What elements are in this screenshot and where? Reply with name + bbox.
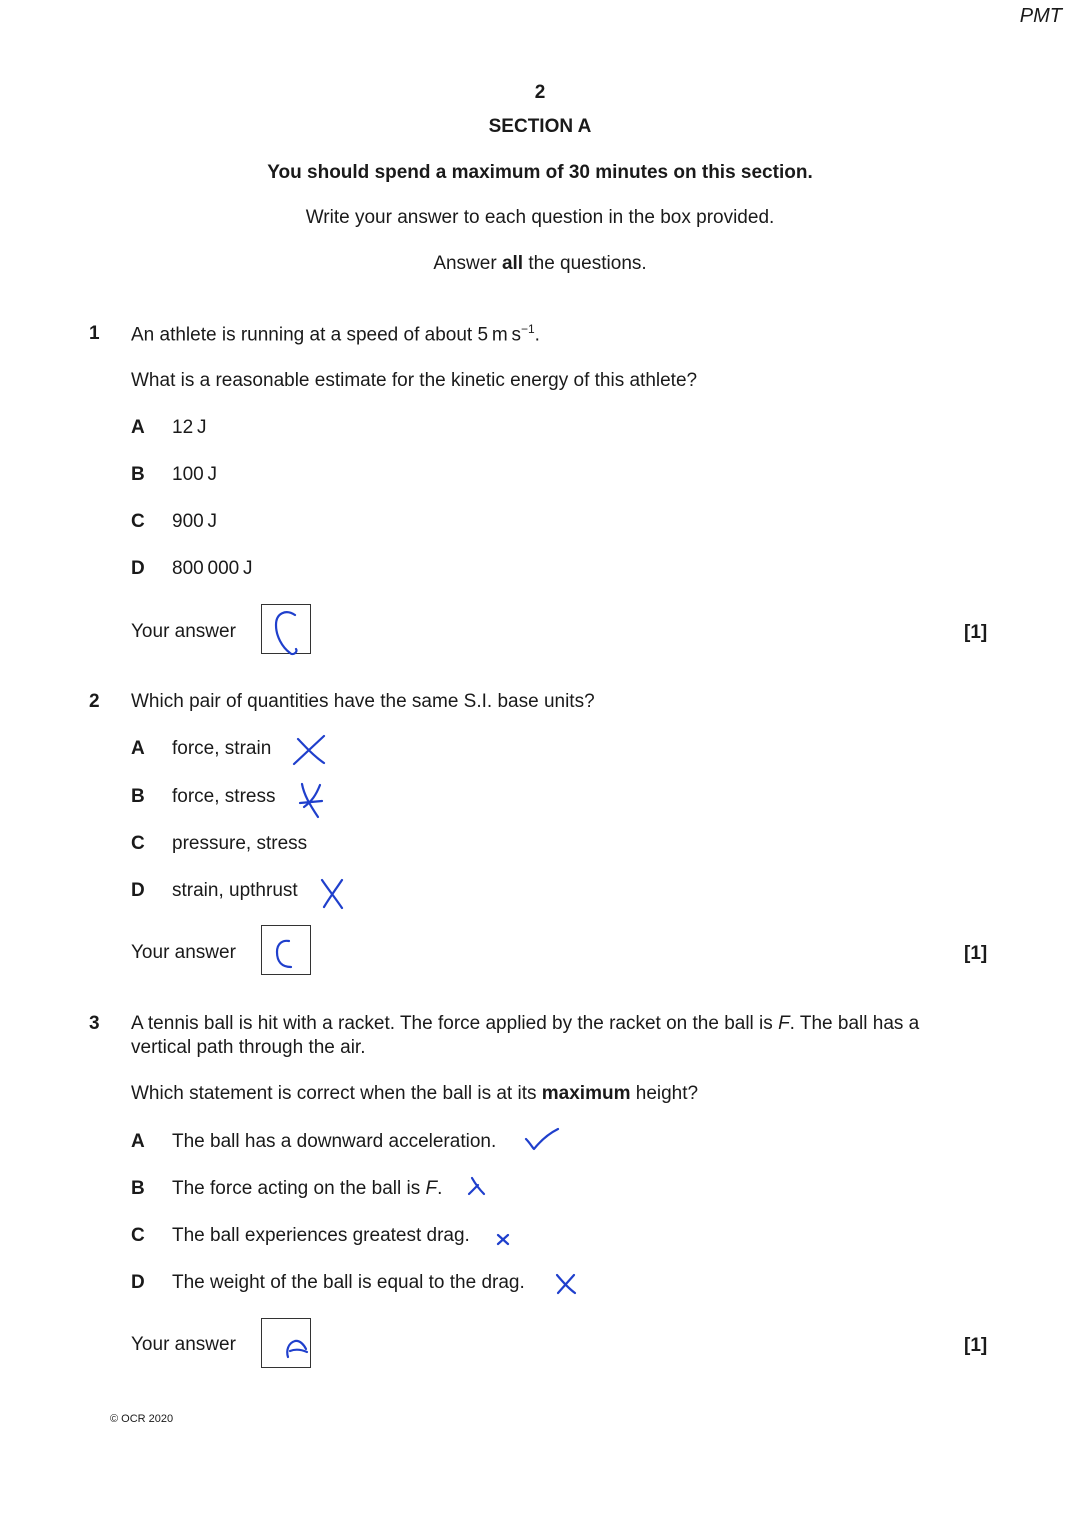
question-2-number: 2 (89, 691, 100, 712)
question-1-number: 1 (89, 323, 100, 344)
copyright: © OCR 2020 (110, 1413, 174, 1425)
question-1-marks: [1] (964, 622, 988, 643)
question-2-option-d-text: strain, upthrust (172, 880, 298, 901)
cross-icon (495, 1231, 511, 1247)
question-1-stem: An athlete is running at a speed of about 5 m $s^{-1}$. (131, 322, 540, 346)
cross-icon (290, 733, 330, 767)
question-3-option-b-letter: B (131, 1178, 145, 1199)
question-2-option-b-text: force, stress (172, 786, 276, 807)
question-3-option-c-letter: C (131, 1225, 145, 1246)
handwritten-c-icon (262, 605, 312, 655)
question-3-option-b-text: The force acting on the ball is F. (172, 1178, 443, 1199)
handwritten-c-icon (262, 926, 312, 976)
instruction-time: You should spend a maximum of 30 minutes on this section. (267, 162, 813, 183)
question-1-option-b-letter: B (131, 464, 145, 485)
section-title: SECTION A (488, 116, 592, 137)
question-3-marks: [1] (964, 1335, 988, 1356)
question-2-option-d-letter: D (131, 880, 145, 901)
question-1-option-b-text: 100 J (172, 464, 218, 485)
question-2-option-a-text: force, strain (172, 738, 272, 759)
question-1-option-d-letter: D (131, 558, 145, 579)
question-3-option-a-letter: A (131, 1131, 145, 1152)
question-2-prompt: Which pair of quantities have the same S.I. base units? (131, 691, 595, 712)
question-1-answer-label: Your answer (131, 621, 236, 642)
question-2-answer-label: Your answer (131, 942, 236, 963)
question-2-marks: [1] (964, 943, 988, 964)
question-3-answer-box[interactable] (261, 1318, 311, 1368)
question-2-option-c-letter: C (131, 833, 145, 854)
question-2-option-b-letter: B (131, 786, 145, 807)
question-1-answer-box[interactable] (261, 604, 311, 654)
question-2-option-c-text: pressure, stress (172, 833, 308, 854)
handwritten-a-icon (262, 1319, 312, 1369)
question-1-option-c-text: 900 J (172, 511, 218, 532)
unit-exponent: −1 (520, 322, 535, 336)
question-1-option-a-letter: A (131, 417, 145, 438)
question-3-option-a-text: The ball has a downward acceleration. (172, 1131, 497, 1152)
cross-icon (296, 781, 326, 821)
question-3-stem-line-2: vertical path through the air. (131, 1037, 366, 1058)
instruction-box: Write your answer to each question in the box provided. (305, 207, 775, 228)
cross-icon (318, 877, 348, 911)
question-2-answer-box[interactable] (261, 925, 311, 975)
page-number: 2 (534, 82, 546, 103)
tick-icon (522, 1125, 562, 1153)
instruction-all-emphasis: all (501, 253, 524, 274)
question-3-option-d-letter: D (131, 1272, 145, 1293)
question-2-option-a-letter: A (131, 738, 145, 759)
question-3-number: 3 (89, 1013, 100, 1034)
cross-icon (466, 1175, 488, 1197)
question-3-option-c-text: The ball experiences greatest drag. (172, 1225, 470, 1246)
question-1-option-a-text: 12 J (172, 417, 207, 438)
question-3-stem: A tennis ball is hit with a racket. The force applied by the racket on the ball is F. The ball has a (131, 1013, 920, 1034)
corner-label: PMT (1019, 5, 1062, 27)
question-1-prompt: What is a reasonable estimate for the kinetic energy of this athlete? (131, 370, 698, 391)
question-3-prompt: Which statement is correct when the ball is at its maximum height? (131, 1083, 699, 1104)
cross-icon (554, 1272, 578, 1296)
question-3-answer-label: Your answer (131, 1334, 236, 1355)
prompt-emphasis: maximum (541, 1083, 631, 1104)
instruction-all: Answer all the questions. (433, 253, 647, 274)
question-3-option-d-text: The weight of the ball is equal to the drag. (172, 1272, 525, 1293)
question-1-option-c-letter: C (131, 511, 145, 532)
question-1-option-d-text: 800 000 J (172, 558, 253, 579)
